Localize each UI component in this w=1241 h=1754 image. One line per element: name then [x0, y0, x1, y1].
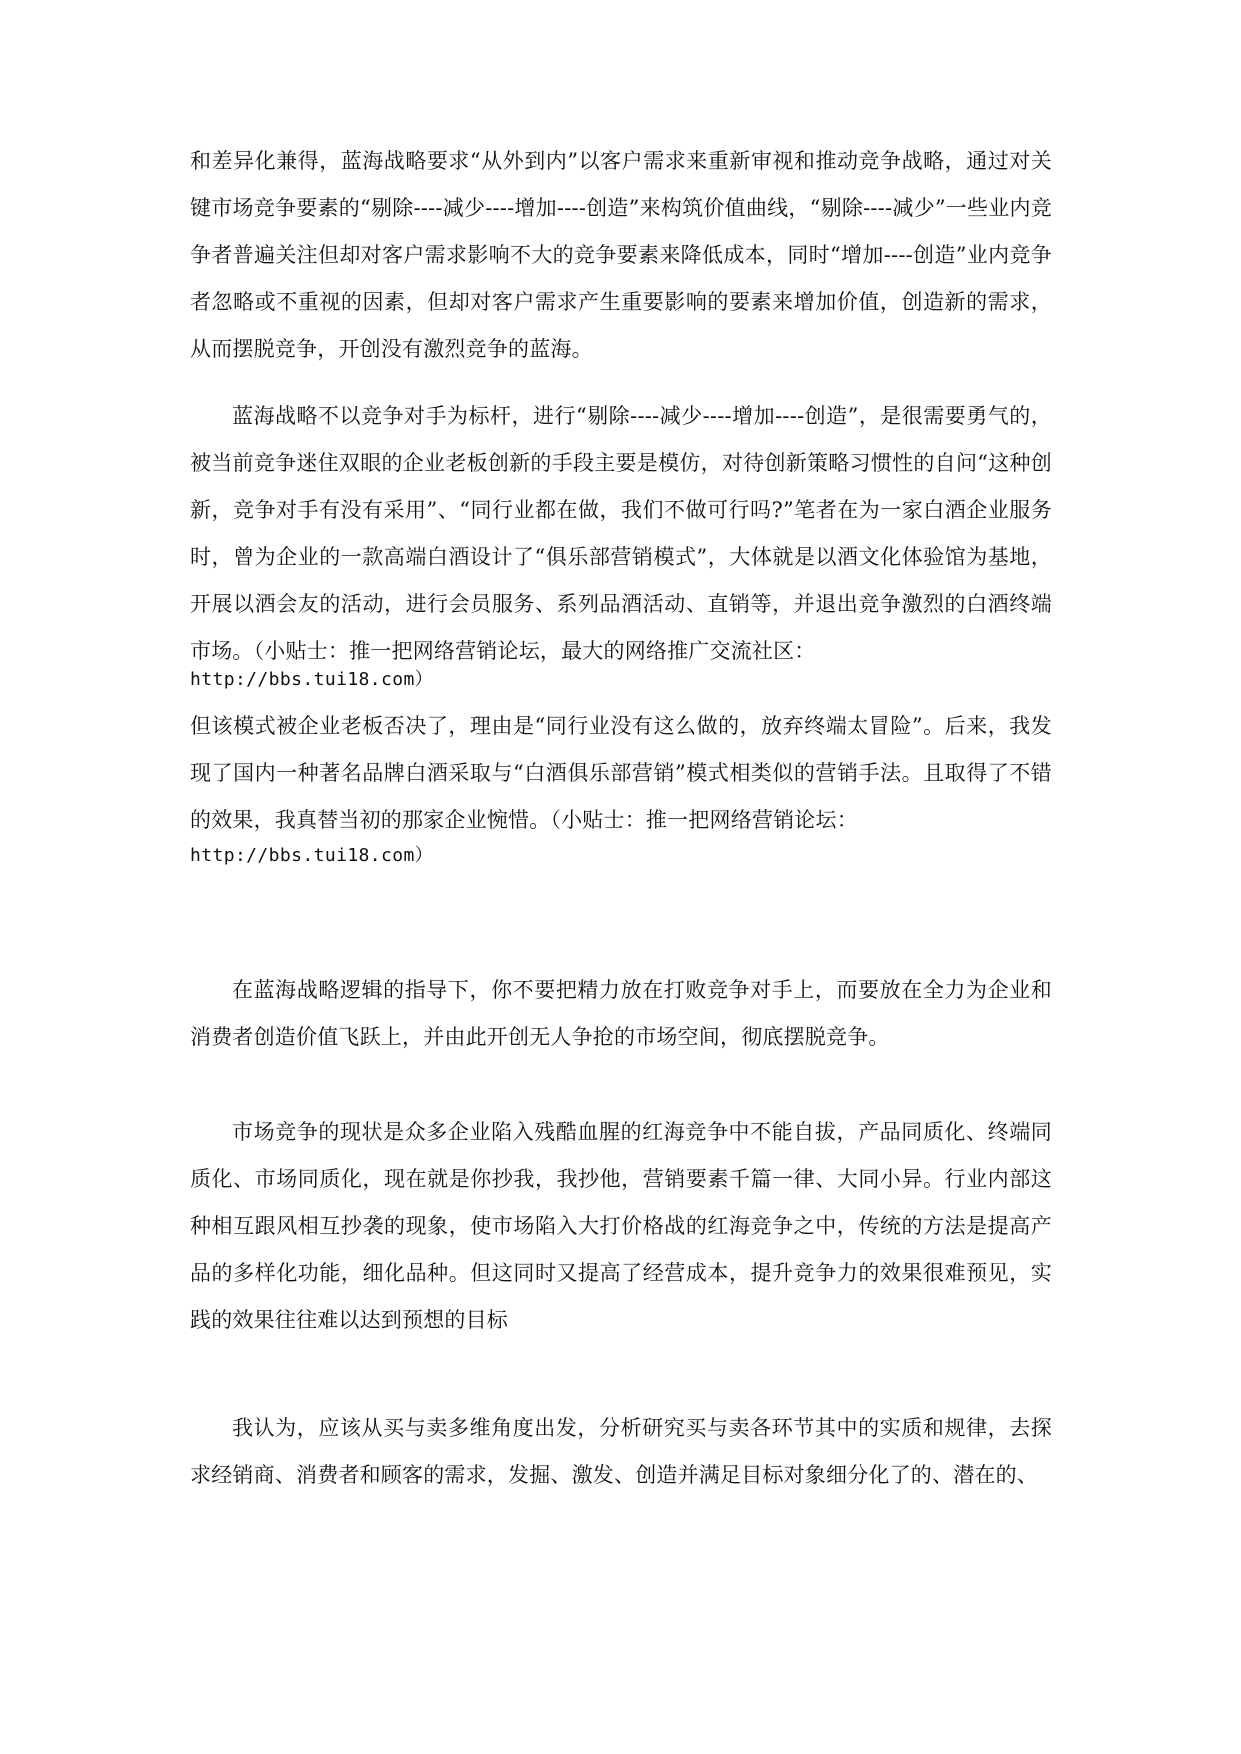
paragraph-market-status: 市场竞争的现状是众多企业陷入残酷血腥的红海竞争中不能自拔，产品同质化、终端同质化、市场同质化，现在就是你抄我，我抄他，营销要素千篇一律、大同小异。行业内部这种相互跟风相互抄袭的现象，使市场陷入大打价格战的红海竞争之中，传统的方法是提高产品的多样化功能，细化品种。但这同时又提高了经营成本，提升竞争力的效果很难预见，实践的效果往往难以达到预想的目标 [190, 1120, 1052, 1332]
paragraph-boss-rejection: 但该模式被企业老板否决了，理由是“同行业没有这么做的，放弃终端太冒险”。后来，我发现了国内一种著名品牌白酒采取与“白酒俱乐部营销”模式相类似的营销手法。且取得了不错的效果，我真替当初的那家企业惋惜。（小贴士：推一把网络营销论坛： [190, 714, 1052, 832]
paragraph-opinion: 我认为，应该从买与卖多维角度出发，分析研究买与卖各环节其中的实质和规律，去探求经销商、消费者和顾客的需求，发掘、激发、创造并满足目标对象细分化了的、潜在的、 [190, 1416, 1052, 1487]
paragraph-link-1[interactable]: http://bbs.tui18.com） [190, 669, 434, 690]
paragraph-link-2[interactable]: http://bbs.tui18.com） [190, 845, 434, 866]
paragraph-blue-ocean-courage: 蓝海战略不以竞争对手为标杆，进行“剔除----减少----增加----创造”，是很需要勇气的，被当前竞争迷住双眼的企业老板创新的手段主要是模仿，对待创新策略习惯性的自问“这种创新，竞争对手有没有采用”、“同行业都在做，我们不做可行吗?”笔者在为一家白酒企业服务时，曾为企业的一款高端白酒设计了“俱乐部营销模式”，大体就是以酒文化体验馆为基地，开展以酒会友的活动，进行会员服务、系列品酒活动、直销等，并退出竞争激烈的白酒终端市场。（小贴士：推一把网络营销论坛，最大的网络推广交流社区： [190, 404, 1052, 663]
paragraph-logic-guidance: 在蓝海战略逻辑的指导下，你不要把精力放在打败竞争对手上，而要放在全力为企业和消费者创造价值飞跃上，并由此开创无人争抢的市场空间，彻底摆脱竞争。 [190, 978, 1052, 1049]
paragraph-blue-ocean-intro: 和差异化兼得，蓝海战略要求“从外到内”以客户需求来重新审视和推动竞争战略，通过对关键市场竞争要素的“剔除----减少----增加----创造”来构筑价值曲线，“剔除----减少”一些业内竞争者普遍关注但却对客户需求影响不大的竞争要素来降低成本，同时“增加----创造”业内竞争者忽略或不重视的因素，但却对客户需求产生重要影响的要素来增加价值，创造新的需求，从而摆脱竞争，开创没有激烈竞争的蓝海。 [190, 149, 1052, 361]
